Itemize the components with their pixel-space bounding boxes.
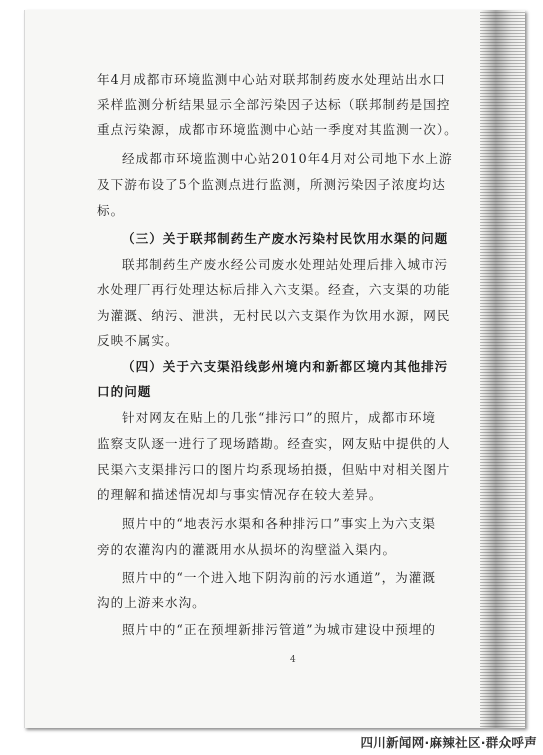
text-line: 照片中的“正在预埋新排污管道”为城市建设中预埋的 xyxy=(122,622,436,637)
text-line: 水处理厂再行处理达标后排入六支渠。经查，六支渠的功能 xyxy=(97,282,451,297)
text-line: 旁的农灌沟内的灌溉用水从损坏的沟壁溢入渠内。 xyxy=(97,542,397,557)
text-line: 及下游布设了5个监测点进行监测，所测污染因子浓度均达 xyxy=(97,177,446,192)
page-number: 4 xyxy=(290,655,296,665)
text-line: 经成都市环境监测中心站2010年4月对公司地下水上游 xyxy=(122,151,453,166)
text-line: 沟的上游来水沟。 xyxy=(97,595,206,610)
watermark-caption: 四川新闻网·麻辣社区·群众呼声 xyxy=(360,735,537,750)
text-line: 反映不属实。 xyxy=(97,333,179,348)
section-heading: （四）关于六支渠沿线彭州境内和新都区境内其他排污 xyxy=(122,359,449,374)
text-line: 监察支队逐一进行了现场踏勘。经查实，网友贴中提供的人 xyxy=(97,436,451,451)
text-line: 为灌溉、纳污、泄洪，无村民以六支渠作为饮用水源，网民 xyxy=(97,308,451,323)
text-line: 联邦制药生产废水经公司废水处理站处理后排入城市污 xyxy=(122,257,449,272)
text-line: 重点污染源，成都市环境监测中心站一季度对其监测一次）。 xyxy=(97,122,458,137)
text-line: 年4月成都市环境监测中心站对联邦制药废水处理站出水口 xyxy=(97,72,446,87)
text-line: 的理解和描述情况却与事实情况存在较大差异。 xyxy=(97,487,383,502)
text-line: 标。 xyxy=(97,203,125,218)
text-line: 采样监测分析结果显示全部污染因子达标（联邦制药是国控 xyxy=(97,97,451,112)
text-line: 照片中的“一个进入地下阴沟前的污水通道”，为灌溉 xyxy=(122,570,436,585)
scanner-streak xyxy=(480,10,525,728)
document-page xyxy=(24,10,525,728)
section-heading-continued: 口的问题 xyxy=(97,384,152,399)
text-line: 照片中的“地表污水渠和各种排污口”事实上为六支渠 xyxy=(122,516,436,531)
section-heading: （三）关于联邦制药生产废水污染村民饮用水渠的问题 xyxy=(122,231,449,246)
text-line: 针对网友在贴上的几张“排污口”的照片，成都市环境 xyxy=(122,410,436,425)
text-line: 民渠六支渠排污口的图片均系现场拍摄，但贴中对相关图片 xyxy=(97,462,451,477)
